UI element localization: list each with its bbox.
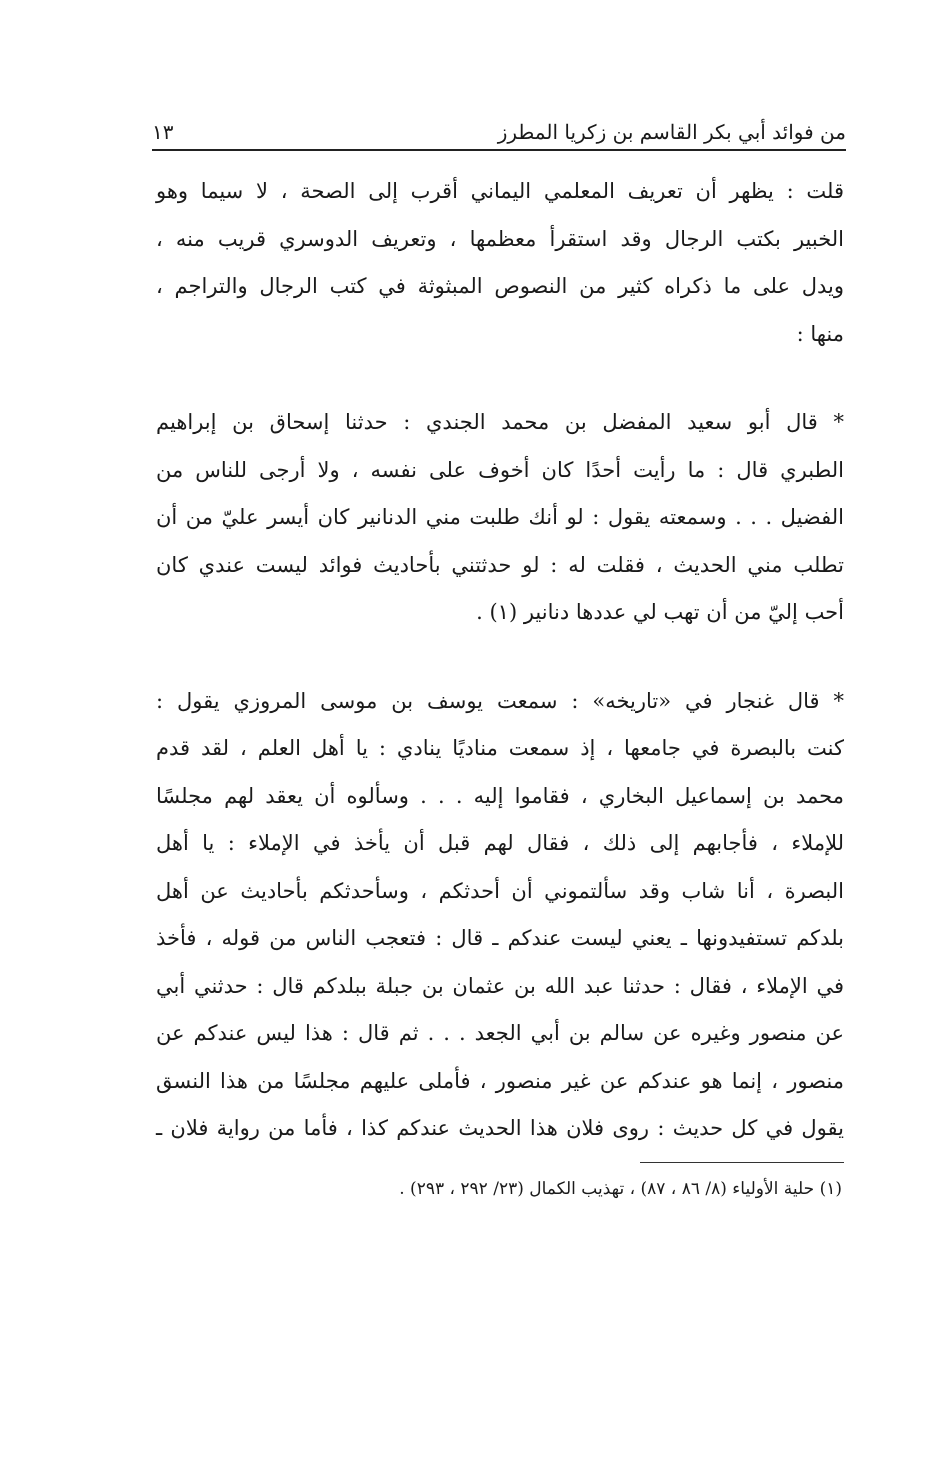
running-header [152, 118, 846, 152]
text-line: الطبري قال : ما رأيت أحدًا كان أخوف على نفسه ، ولا أرجى للناس من [156, 457, 844, 482]
text-line: البصرة ، أنا شاب وقد سألتموني أن أحدثكم ، وسأحدثكم بأحاديث عن أهل [156, 878, 844, 903]
text-line: قلت : يظهر أن تعريف المعلمي اليماني أقرب إلى الصحة ، لا سيما وهو [156, 179, 844, 203]
page-number: ١٣ [152, 120, 174, 144]
text-line: ويدل على ما ذكراه كثير من النصوص المبثوثة في كتب الرجال والتراجم ، [156, 274, 844, 298]
text-line: كنت بالبصرة في جامعها ، إذ سمعت مناديًا ينادي : يا أهل العلم ، لقد قدم [156, 736, 844, 760]
header-rule [152, 149, 846, 151]
footnote: (١) حلية الأولياء (٨/ ٨٦ ، ٨٧) ، تهذيب الكمال (٢٣/ ٢٩٢ ، ٢٩٣) . [399, 1179, 842, 1199]
running-header-title: من فوائد أبي بكر القاسم بن زكريا المطرز [497, 120, 846, 144]
footnote-rule [640, 1162, 844, 1163]
paragraph-gap [156, 358, 844, 399]
text-line: منصور ، إنما هو عندكم عن غير منصور ، فأملى عليهم مجلسًا من هذا النسق [156, 1068, 844, 1093]
text-line: بلدكم تستفيدونها ـ يعني ليست عندكم ـ قال : فتعجب الناس من قوله ، فأخذ [156, 926, 844, 950]
main-text [156, 168, 844, 1153]
text-line: يقول في كل حديث : روى فلان هذا الحديث عندكم كذا ، فأما من رواية فلان ـ [156, 1116, 844, 1140]
text-line: منها : [796, 321, 844, 346]
paragraph-1 [156, 168, 844, 358]
text-line: الخبير بكتب الرجال وقد استقرأ معظمها ، وتعريف الدوسري قريب منه ، [156, 226, 844, 251]
text-line: * قال أبو سعيد المفضل بن محمد الجندي : حدثنا إسحاق بن إبراهيم [156, 410, 844, 434]
text-line: الفضيل . . . وسمعته يقول : لو أنك طلبت مني الدنانير كان أيسر عليّ من أن [156, 505, 844, 529]
text-line: في الإملاء ، فقال : حدثنا عبد الله بن عثمان بن جبلة ببلدكم قال : حدثني أبي [156, 973, 844, 998]
text-line: للإملاء ، فأجابهم إلى ذلك ، فقال لهم قبل أن يأخذ في الإملاء : يا أهل [156, 831, 844, 855]
text-line: عن منصور وغيره عن سالم بن أبي الجعد . . . ثم قال : هذا ليس عندكم عن [156, 1021, 844, 1045]
text-line: تطلب مني الحديث ، فقلت له : لو حدثتني بأحاديث فوائد ليست عندي كان [156, 552, 844, 577]
text-line: * قال غنجار في «تاريخه» : سمعت يوسف بن موسى المروزي يقول : [156, 688, 844, 713]
text-line: محمد بن إسماعيل البخاري ، فقاموا إليه . . . وسألوه أن يعقد لهم مجلسًا [156, 783, 844, 808]
paragraph-gap [156, 637, 844, 678]
paragraph-2 [156, 399, 844, 637]
text-line: أحب إليّ من أن تهب لي عددها دنانير (١) . [476, 600, 844, 624]
paragraph-3 [156, 678, 844, 1153]
